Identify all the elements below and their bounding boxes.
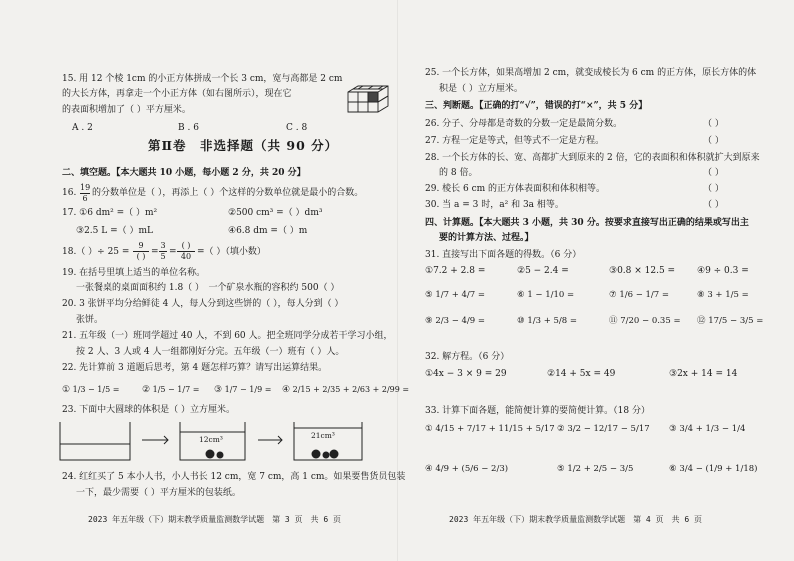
q27-answer: （ ） [703,136,724,146]
q30: 30. 当 a = 3 时，a² 和 3a 相等。 [425,200,564,210]
q17-3: ③2.5 L =（ ）mL [76,226,153,236]
q30-answer: （ ） [703,200,724,210]
q19: 19. 在括号里填上适当的单位名称。 [62,268,206,278]
q32-2: ②14 + 5x = 49 [547,369,616,379]
q28: 28. 一个长方体的长、宽、高都扩大到原来的 2 倍，它的表面积和体积就扩大到原来 [425,153,760,163]
part4-heading: 四、计算题。【本大题共 3 小题，共 30 分。按要求直接写出正确的结果或写出主 [425,218,749,228]
q32-3: ③2x + 14 = 14 [669,369,738,379]
q17-4: ④6.8 dm =（ ）m [228,226,308,236]
cube-figure-icon [346,80,391,114]
q20-line2: 张饼。 [76,315,104,325]
q18-d2: 5 [160,252,166,261]
q21: 21. 五年级（一）班同学超过 40 人，不到 60 人。把全班同学分成若干学习小组， [62,331,393,341]
q18-n1: 9 [138,241,144,250]
q31-3: ③0.8 × 12.5 = [609,266,676,276]
q22-3: ③ 1/7 − 1/9 = [214,385,272,395]
q31-8: ⑧ 3 + 1/5 = [697,290,749,300]
q31-5: ⑤ 1/7 + 4/7 = [425,290,486,300]
q33-5: ⑤ 1/2 + 2/5 − 3/5 [557,464,634,474]
q15-line2: 的大长方体，再拿走一个小正方体（如右图所示），现在它 [62,89,292,99]
q18-eq2: = [169,247,177,257]
q17-1: 17. ①6 dm² =（ ）m² [62,208,158,218]
q33-3: ③ 3/4 + 1/3 − 1/4 [669,424,746,434]
page-3-footer: 2023 年五年级（下）期末教学质量监测数学试题 第 3 页 共 6 页 [88,515,341,524]
q15-option-a: A . 2 [72,123,93,133]
q18-eq1: = [151,247,159,257]
beaker-label-2: 21cm³ [311,431,335,440]
q31-6: ⑥ 1 − 1/10 = [517,290,575,300]
q31-10: ⑩ 1/3 + 5/8 = [517,316,578,326]
q22-2: ② 1/5 − 1/7 = [142,385,200,395]
q18-n2: 3 [160,241,166,250]
q33-4: ④ 4/9 + (5/6 − 2/3) [425,464,509,474]
page-4 [397,0,794,561]
q25-line2: 积是（ ）立方厘米。 [439,84,523,94]
section-title: 第Ⅱ卷 非选择题（共 90 分） [148,138,339,153]
q33-1: ① 4/15 + 7/17 + 11/15 + 5/17 [425,424,555,434]
q20: 20. 3 张饼平均分给鲜徒 4 人，每人分到这些饼的（ ），每人分到（ ） [62,299,344,309]
q31-4: ④9 ÷ 0.3 = [697,266,749,276]
q31: 31. 直接写出下面各题的得数。（6 分） [425,250,582,260]
q33-6: ⑥ 3/4 − (1/9 + 1/18) [669,464,758,474]
q15-option-c: C . 8 [286,123,308,133]
q21-line2: 按 2 人、3 人或 4 人一组都刚好分完。五年级（一）班有（ ）人。 [76,347,345,357]
q15-line1: 15. 用 12 个棱 1cm 的小正方体拼成一个长 3 cm，宽与高都是 2 cm [62,74,343,84]
q15-line3: 的表面积增加了（ ）平方厘米。 [62,105,191,115]
q25: 25. 一个长方体，如果高增加 2 cm，就变成棱长为 6 cm 的正方体，原长方体的体 [425,68,757,78]
q22: 22. 先计算前 3 道题后思考，第 4 题怎样巧算？请写出运算结果。 [62,363,328,373]
part4-heading-2: 要的计算方法、过程。】 [439,233,534,243]
q29: 29. 棱长 6 cm 的正方体表面积和体积相等。 [425,184,606,194]
q18-d1: ( ) [136,252,146,261]
beaker-label-1: 12cm³ [199,435,223,444]
q17-2: ②500 cm³ =（ ）dm³ [228,208,323,218]
q29-answer: （ ） [703,184,724,194]
q18-start: 18.（ ）÷ 25 = [62,247,130,257]
q31-11: ⑪ 7/20 − 0.35 = [609,316,681,326]
q31-9: ⑨ 2/3 − 4/9 = [425,316,486,326]
part2-heading: 二、填空题。【本大题共 10 小题，每小题 2 分，共 20 分】 [62,168,306,178]
q18-n3: ( ) [181,241,191,250]
q33: 33. 计算下面各题，能简便计算的要简便计算。（18 分） [425,406,650,416]
page-4-footer: 2023 年五年级（下）期末教学质量监测数学试题 第 4 页 共 6 页 [449,515,702,524]
q16-text: 的分数单位是（ ），再添上（ ）个这样的分数单位就是最小的合数。 [92,188,364,198]
q18-end: =（ ）（填小数） [197,247,266,257]
q27: 27. 方程一定是等式，但等式不一定是方程。 [425,136,605,146]
q24: 24. 红红买了 5 本小人书，小人书长 12 cm，宽 7 cm，高 1 cm。如果要售货员包装 [62,472,406,482]
q31-2: ②5 − 2.4 = [517,266,569,276]
q16-number: 16. [62,188,77,198]
q15-option-b: B . 6 [178,123,199,133]
q22-1: ① 1/3 − 1/5 = [62,385,120,395]
q16-numerator: 19 [80,183,91,192]
q18-d3: 40 [180,252,192,261]
q31-12: ⑫ 17/5 − 3/5 = [697,316,764,326]
q24-line2: 一下，最少需要（ ）平方厘米的包装纸。 [76,488,241,498]
q28-line2: 的 8 倍。 [439,168,478,178]
q31-1: ①7.2 + 2.8 = [425,266,486,276]
q26-answer: （ ） [703,119,724,129]
q32: 32. 解方程。（6 分） [425,352,510,362]
part3-heading: 三、判断题。【正确的打“√”，错误的打“×”，共 5 分】 [425,101,648,111]
q16-denominator: 6 [82,194,88,203]
q32-1: ①4x − 3 × 9 = 29 [425,369,507,379]
q19-line2: 一张餐桌的桌面面积约 1.8（ ） 一个矿泉水瓶的容积约 500（ ） [76,283,340,293]
q23: 23. 下面中大圆球的体积是（ ）立方厘米。 [62,405,236,415]
q26: 26. 分子、分母都是奇数的分数一定是最简分数。 [425,119,623,129]
q33-2: ② 3/2 − 12/17 − 5/17 [557,424,650,434]
q31-7: ⑦ 1/6 − 1/7 = [609,290,670,300]
q28-answer: （ ） [703,168,724,178]
q22-4: ④ 2/15 + 2/35 + 2/63 + 2/99 = [282,385,410,395]
